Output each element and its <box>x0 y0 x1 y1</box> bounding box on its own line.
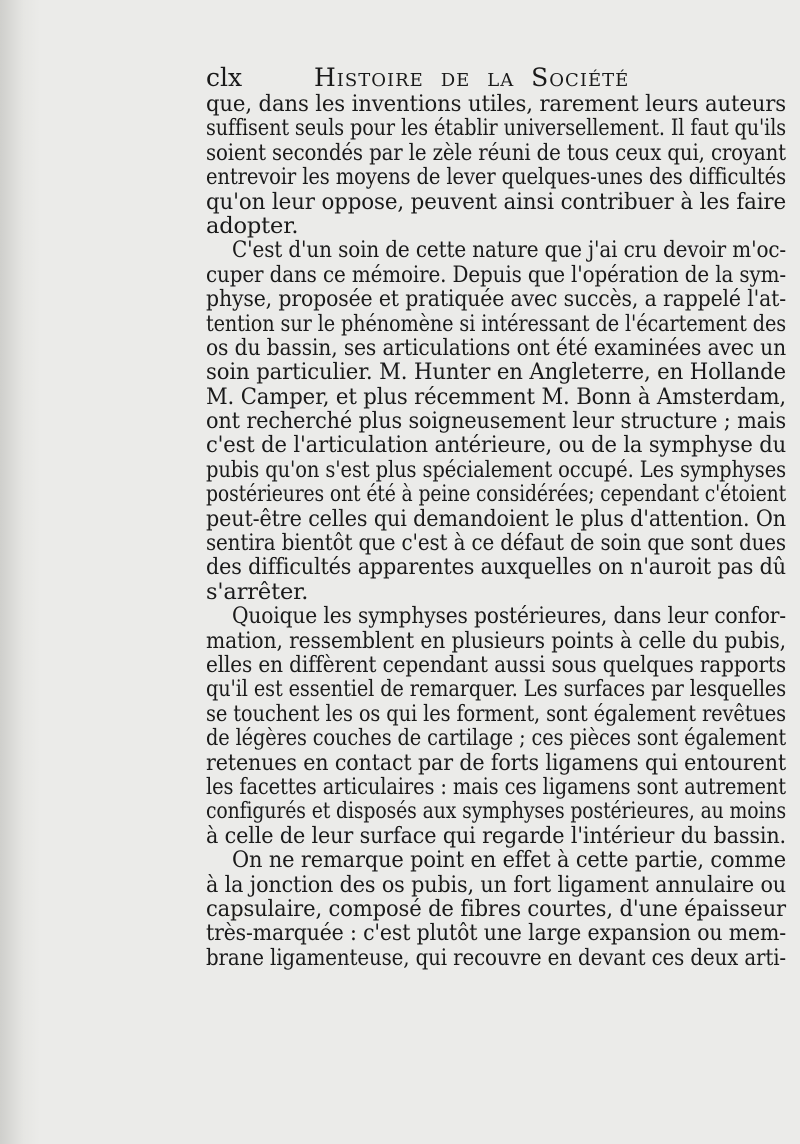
text-line: à celle de leur surface qui regarde l'intérieur du bassin. <box>206 822 786 849</box>
text-line: elles en diffèrent cependant aussi sous quelques rapports <box>206 651 786 678</box>
text-line: On ne remarque point en effet à cette partie, comme <box>232 847 786 874</box>
text-line: physe, proposée et pratiquée avec succès, a rappelé l'at- <box>206 286 786 313</box>
text-line: pubis qu'on s'est plus spécialement occupé. Les symphyses <box>206 456 786 483</box>
text-line: que, dans les inventions utiles, rarement leurs auteurs <box>206 91 786 117</box>
text-line: tention sur le phénomène si intéressant de l'écartement des <box>206 310 786 337</box>
body-text <box>206 92 786 1092</box>
text-line: de légères couches de cartilage ; ces pièces sont également <box>206 725 786 752</box>
text-line: M. Camper, et plus récemment M. Bonn à Amsterdam, <box>206 383 786 410</box>
text-line: brane ligamenteuse, qui recouvre en devant ces deux arti- <box>206 944 786 971</box>
text-line: qu'on leur oppose, peuvent ainsi contribuer à les faire <box>206 188 786 215</box>
text-line: se touchent les os qui les forment, sont également revêtues <box>206 700 786 727</box>
text-line: ont recherché plus soigneusement leur structure ; mais <box>206 408 786 435</box>
text-line: très-marquée : c'est plutôt une large expansion ou mem- <box>206 920 786 947</box>
text-line: soient secondés par le zèle réuni de tous ceux qui, croyant <box>206 139 786 166</box>
text-line: mation, ressemblent en plusieurs points à celle du pubis, <box>206 627 786 654</box>
text-line: suffisent seuls pour les établir universellement. Il faut qu'ils <box>206 115 786 142</box>
page-header <box>206 60 698 94</box>
page-fold-shadow <box>0 0 40 1144</box>
text-line: adopter. <box>206 212 299 239</box>
text-line: cuper dans ce mémoire. Depuis que l'opération de la sym- <box>206 261 786 288</box>
text-line: capsulaire, composé de fibres courtes, d'une épaisseur <box>206 895 786 922</box>
running-title: Histoire de la Société <box>314 63 630 92</box>
text-line: entrevoir les moyens de lever quelques-unes des difficultés <box>206 164 786 191</box>
text-line: sentira bientôt que c'est à ce défaut de soin que sont dues <box>206 530 786 557</box>
text-line: des difficultés apparentes auxquelles on n'auroit pas dû <box>206 554 786 581</box>
text-line: os du bassin, ses articulations ont été examinées avec un <box>206 334 786 361</box>
text-line: s'arrêter. <box>206 578 309 605</box>
text-line: les facettes articulaires : mais ces ligamens sont autrement <box>206 773 786 800</box>
text-line: retenues en contact par de forts ligamens qui entourent <box>206 749 786 776</box>
text-line: à la jonction des os pubis, un fort ligament annulaire ou <box>206 871 786 898</box>
text-line: postérieures ont été à peine considérées; cependant c'étoient <box>206 481 786 508</box>
page-number: clx <box>206 63 243 92</box>
text-line: configurés et disposés aux symphyses postérieures, au moins <box>206 798 786 825</box>
text-line: qu'il est essentiel de remarquer. Les surfaces par lesquelles <box>206 676 786 703</box>
text-line: Quoique les symphyses postérieures, dans leur confor- <box>232 603 786 630</box>
text-line: c'est de l'articulation antérieure, ou de la symphyse du <box>206 432 786 459</box>
text-line: peut-être celles qui demandoient le plus d'attention. On <box>206 505 786 532</box>
text-line: soin particulier. M. Hunter en Angleterre, en Hollande <box>206 359 786 386</box>
text-line: C'est d'un soin de cette nature que j'ai cru devoir m'oc- <box>232 237 786 264</box>
